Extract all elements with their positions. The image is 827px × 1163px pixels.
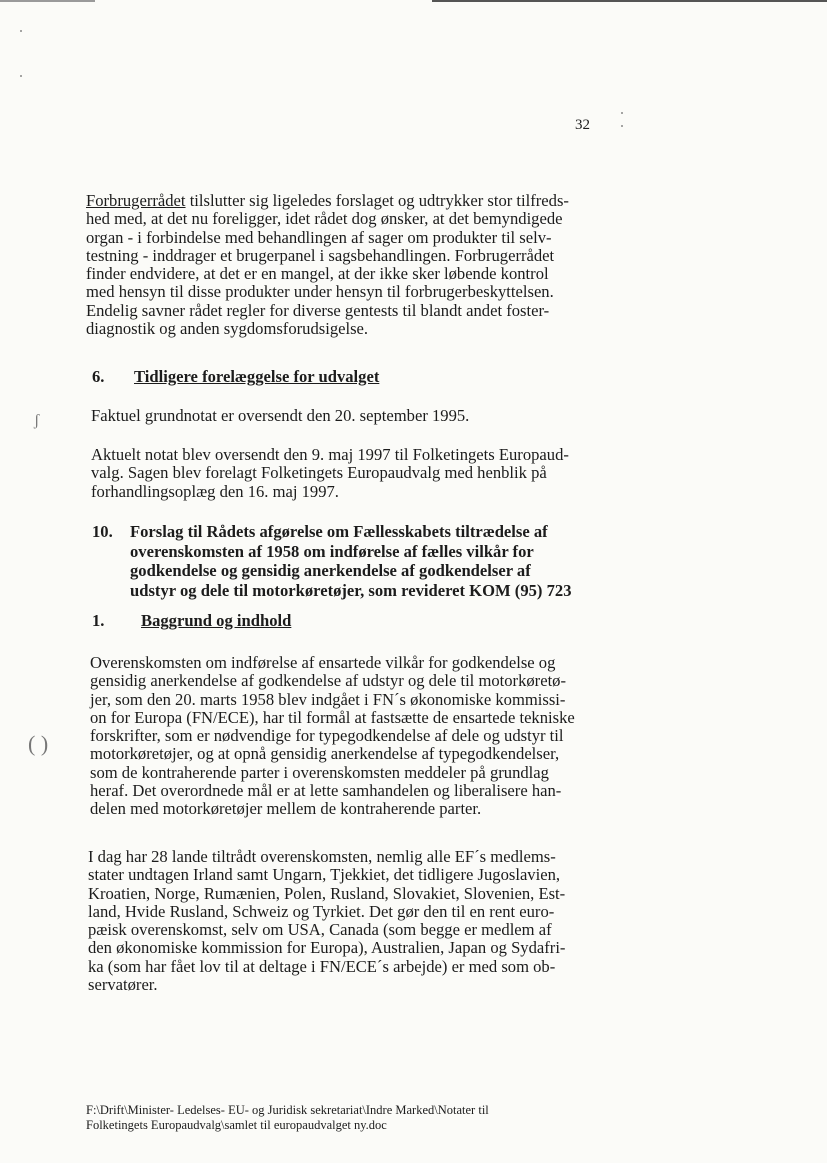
section-title: Baggrund og indhold: [141, 611, 292, 630]
scan-speck: [20, 75, 22, 77]
margin-mark: ʃ: [34, 412, 40, 429]
faktuel-paragraph: Faktuel grundnotat er oversendt den 20. september 1995.: [91, 406, 470, 425]
paragraph-line: servatører.: [88, 975, 158, 995]
paragraph-line: heraf. Det overordnede mål er at lette samhandelen og liberalisere han-: [90, 781, 562, 801]
organisation-name: Forbrugerrådet: [86, 191, 186, 210]
section-10-heading: [92, 522, 592, 602]
overenskomsten-paragraph: [90, 654, 587, 819]
section-1-heading: [92, 612, 492, 632]
margin-bracket-mark: ( ): [28, 731, 49, 756]
paragraph-line: finder endvidere, at det er en mangel, at der ikke sker løbende kontrol: [86, 264, 549, 284]
section-number: 6.: [92, 367, 105, 386]
paragraph-line: organ - i forbindelse med behandlingen af sager om produkter til selv-: [86, 227, 552, 247]
scan-speck: [621, 125, 623, 127]
paragraph-line: stater undtagen Irland samt Ungarn, Tjekkiet, det tidligere Jugoslavien,: [88, 865, 561, 885]
paragraph-line: delen med motorkøretøjer mellem de kontraherende parter.: [90, 799, 482, 819]
aktuelt-paragraph: [91, 446, 588, 501]
paragraph-line: valg. Sagen blev forelagt Folketingets Europaudvalg med henblik på: [91, 463, 547, 483]
section-title: [130, 522, 588, 600]
paragraph-line: Overenskomsten om indførelse af ensartede vilkår for godkendelse og: [90, 653, 556, 672]
footer-line: F:\Drift\Minister- Ledelses- EU- og Juridisk sekretariat\Indre Marked\Notater til: [86, 1103, 489, 1117]
intro-paragraph: [86, 192, 588, 338]
paragraph-line: ka (som har fået lov til at deltage i FN/ECE´s arbejde) er med som ob-: [88, 956, 556, 976]
scan-speck: [20, 30, 22, 32]
paragraph-line: pæisk overenskomst, selv om USA, Canada (som begge er medlem af: [88, 920, 552, 940]
heading-line: overenskomsten af 1958 om indførelse af fælles vilkår for: [130, 541, 534, 561]
paragraph-line: forskrifter, som er nødvendige for typegodkendelse af dele og udstyr til: [90, 726, 564, 746]
scan-edge-top-right: [432, 0, 827, 2]
paragraph-line: som de kontraherende parter i overenskomsten meddeler på grundlag: [90, 762, 549, 782]
paragraph-line: on for Europa (FN/ECE), har til formål at fastsætte de ensartede tekniske: [90, 707, 575, 727]
scan-speck: [621, 112, 623, 114]
paragraph-line: Aktuelt notat blev oversendt den 9. maj 1997 til Folketingets Europaud-: [91, 445, 569, 464]
page-number: 32: [575, 117, 590, 133]
section-number: 1.: [92, 611, 105, 630]
heading-line: Forslag til Rådets afgørelse om Fællesskabets tiltrædelse af: [130, 522, 548, 541]
paragraph-line: den økonomiske kommission for Europa), Australien, Japan og Sydafri-: [88, 938, 566, 958]
paragraph-line: diagnostik og anden sygdomsforudsigelse.: [86, 319, 369, 339]
paragraph-line: motorkøretøjer, og at opnå gensidig anerkendelse af typegodkendelser,: [90, 744, 560, 764]
footer-line: Folketingets Europaudvalg\samlet til europaudvalget ny.doc: [86, 1118, 387, 1132]
scan-edge-top-left: [0, 0, 95, 2]
paragraph-line: jer, som den 20. marts 1958 blev indgået i FN´s økonomiske kommissi-: [90, 689, 566, 709]
section-number: 10.: [92, 522, 113, 541]
paragraph-line: testning - inddrager et brugerpanel i sagsbehandlingen. Forbrugerrådet: [86, 245, 555, 265]
paragraph-line: Endelig savner rådet regler for diverse gentests til blandt andet foster-: [86, 300, 550, 320]
paragraph-line: tilslutter sig ligeledes forslaget og udtrykker stor tilfreds-: [189, 191, 569, 210]
section-6-heading: [92, 368, 492, 388]
paragraph-line: hed med, at det nu foreligger, idet rådet dog ønsker, at det bemyndigede: [86, 209, 563, 229]
paragraph-line: gensidig anerkendelse af godkendelse af udstyr og dele til motorkøretø-: [90, 671, 567, 691]
paragraph-line: Kroatien, Norge, Rumænien, Polen, Rusland, Slovakiet, Slovenien, Est-: [88, 883, 566, 903]
paragraph-line: med hensyn til disse produkter under hensyn til forbrugerbeskyttelsen.: [86, 282, 554, 302]
section-title: Tidligere forelæggelse for udvalget: [134, 367, 380, 386]
heading-line: udstyr og dele til motorkøretøjer, som revideret KOM (95) 723: [130, 580, 572, 600]
heading-line: godkendelse og gensidig anerkendelse af godkendelser af: [130, 561, 531, 580]
file-path-footer: [86, 1103, 566, 1133]
paragraph-line: land, Hvide Rusland, Schweiz og Tyrkiet. Det gør den til en rent euro-: [88, 901, 555, 921]
paragraph-line: forhandlingsoplæg den 16. maj 1997.: [91, 481, 339, 501]
idag-paragraph: [88, 848, 586, 994]
paragraph-line: I dag har 28 lande tiltrådt overenskomsten, nemlig alle EF´s medlems-: [88, 847, 556, 866]
